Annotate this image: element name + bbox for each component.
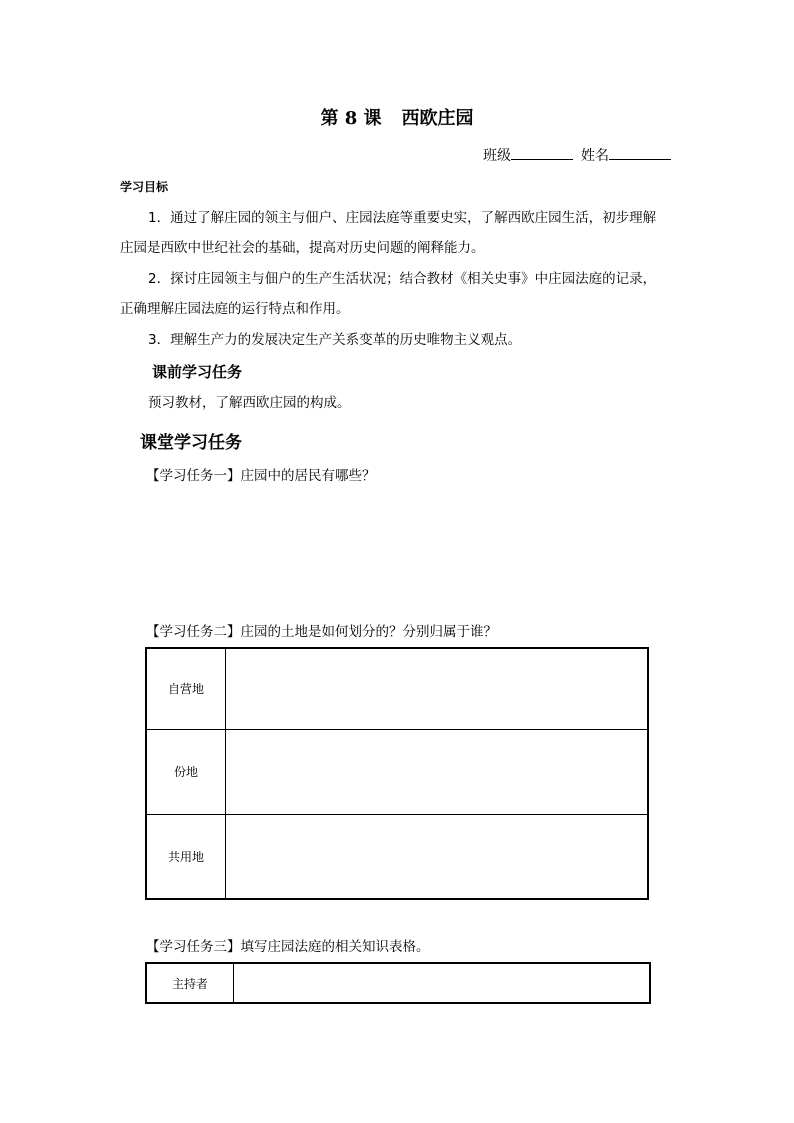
in-class-heading: 课堂学习任务 — [140, 433, 242, 453]
court-label-presider: 主持者 — [146, 963, 234, 1003]
task-1: 【学习任务一】庄园中的居民有哪些？ — [146, 468, 376, 484]
class-blank[interactable] — [511, 145, 573, 160]
objective-1-line1: 1．通过了解庄园的领主与佃户、庄园法庭等重要史实，了解西欧庄园生活，初步理解 — [148, 210, 657, 226]
objective-2-line2: 正确理解庄园法庭的运行特点和作用。 — [120, 301, 350, 317]
land-answer-common[interactable] — [226, 814, 649, 899]
page-title — [0, 104, 794, 130]
name-label: 姓名 — [581, 148, 609, 164]
student-info — [483, 145, 671, 165]
court-table — [145, 962, 651, 1004]
task-2: 【学习任务二】庄园的土地是如何划分的？分别归属于谁？ — [146, 624, 497, 640]
table-row — [146, 963, 650, 1003]
land-answer-demesne[interactable] — [226, 648, 649, 729]
court-answer-presider[interactable] — [234, 963, 651, 1003]
land-label-demesne: 自营地 — [146, 648, 226, 729]
lesson-number: 第 8 课 — [320, 108, 382, 129]
objective-3-line1: 3．理解生产力的发展决定生产关系变革的历史唯物主义观点。 — [148, 332, 522, 348]
task-3: 【学习任务三】填写庄园法庭的相关知识表格。 — [146, 939, 430, 955]
table-row — [146, 729, 648, 814]
objective-1-line2: 庄园是西欧中世纪社会的基础，提高对历史问题的阐释能力。 — [120, 240, 485, 256]
objective-2-line1: 2．探讨庄园领主与佃户的生产生活状况；结合教材《相关史事》中庄园法庭的记录， — [148, 271, 657, 287]
class-label: 班级 — [483, 148, 511, 164]
objectives-heading: 学习目标 — [120, 180, 169, 194]
pre-class-text: 预习教材，了解西欧庄园的构成。 — [148, 395, 351, 411]
land-answer-tenancy[interactable] — [226, 729, 649, 814]
pre-class-heading: 课前学习任务 — [152, 363, 243, 381]
table-row — [146, 648, 648, 729]
land-label-tenancy: 份地 — [146, 729, 226, 814]
table-row — [146, 814, 648, 899]
land-label-common: 共用地 — [146, 814, 226, 899]
land-table — [145, 647, 649, 900]
name-blank[interactable] — [609, 145, 671, 160]
lesson-name: 西欧庄园 — [401, 108, 474, 129]
